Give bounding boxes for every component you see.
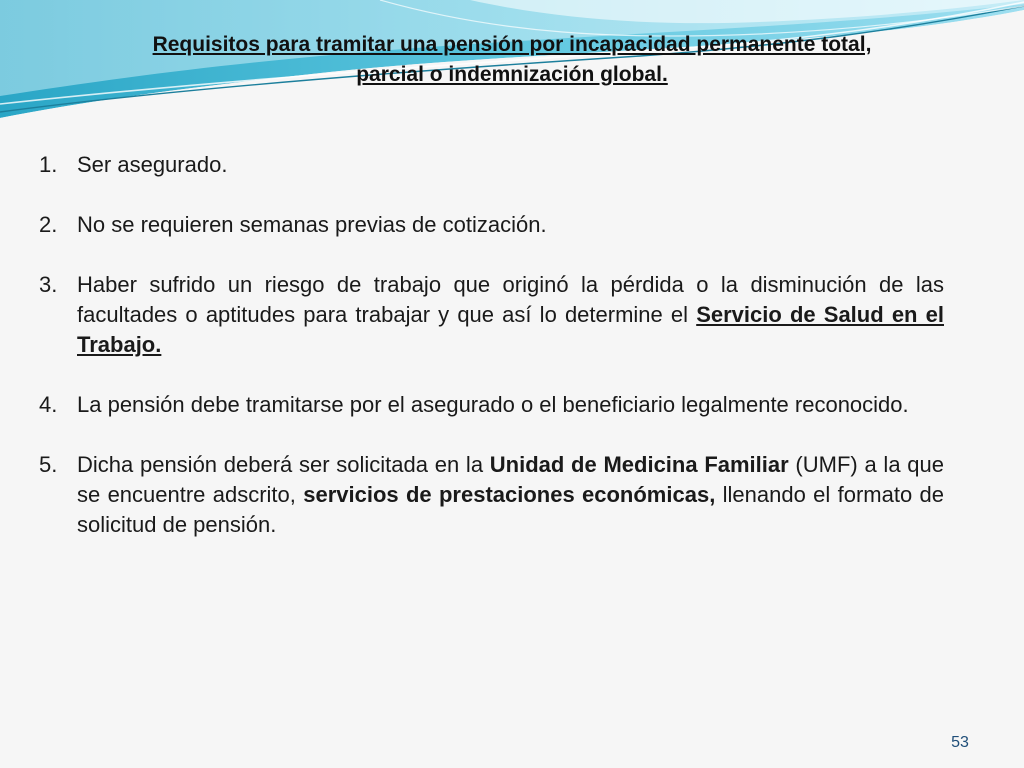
requirement-text xyxy=(77,272,944,357)
slide-title xyxy=(40,30,984,90)
requirement-number: 2. xyxy=(39,212,58,237)
slide-title-line2: parcial o indemnización global. xyxy=(356,63,668,86)
requirement-item xyxy=(39,210,944,240)
requirement-text xyxy=(77,152,227,177)
requirement-text-segment: No se requieren semanas previas de cotización. xyxy=(77,212,547,237)
requirement-text xyxy=(77,392,909,417)
requirement-text-segment: (UMF) a la que se encuentre adscrito, xyxy=(77,452,944,507)
requirement-emphasis: servicios de prestaciones económicas, xyxy=(303,482,716,507)
requirement-text xyxy=(77,452,944,537)
requirement-number: 5. xyxy=(39,452,58,477)
requirement-text-segment: Dicha pensión deberá ser solicitada en la xyxy=(77,452,490,477)
requirement-item xyxy=(39,150,944,180)
requirement-number: 1. xyxy=(39,152,58,177)
requirement-text-segment: Haber sufrido un riesgo de trabajo que originó la pérdida o la disminución de las facultades o aptitudes para trabajar y que así lo determine el xyxy=(77,272,944,327)
page-number: 53 xyxy=(951,734,969,751)
requirement-text xyxy=(77,212,547,237)
slide-title-line1: Requisitos para tramitar una pensión por incapacidad permanente total, xyxy=(152,33,872,56)
requirement-item xyxy=(39,390,944,420)
requirement-number: 3. xyxy=(39,272,58,297)
requirement-text-segment: Ser asegurado. xyxy=(77,152,228,177)
requirements-list xyxy=(0,150,1024,570)
requirement-number: 4. xyxy=(39,392,58,417)
requirement-emphasis: Unidad de Medicina Familiar xyxy=(489,452,789,477)
requirement-text-segment: La pensión debe tramitarse por el asegurado o el beneficiario legalmente reconocido. xyxy=(77,392,909,417)
requirement-text-segment: llenando el formato de solicitud de pensión. xyxy=(77,482,944,537)
requirement-item xyxy=(39,270,944,360)
requirement-emphasis: Servicio de Salud en el Trabajo. xyxy=(77,302,944,357)
requirement-item xyxy=(39,450,944,540)
